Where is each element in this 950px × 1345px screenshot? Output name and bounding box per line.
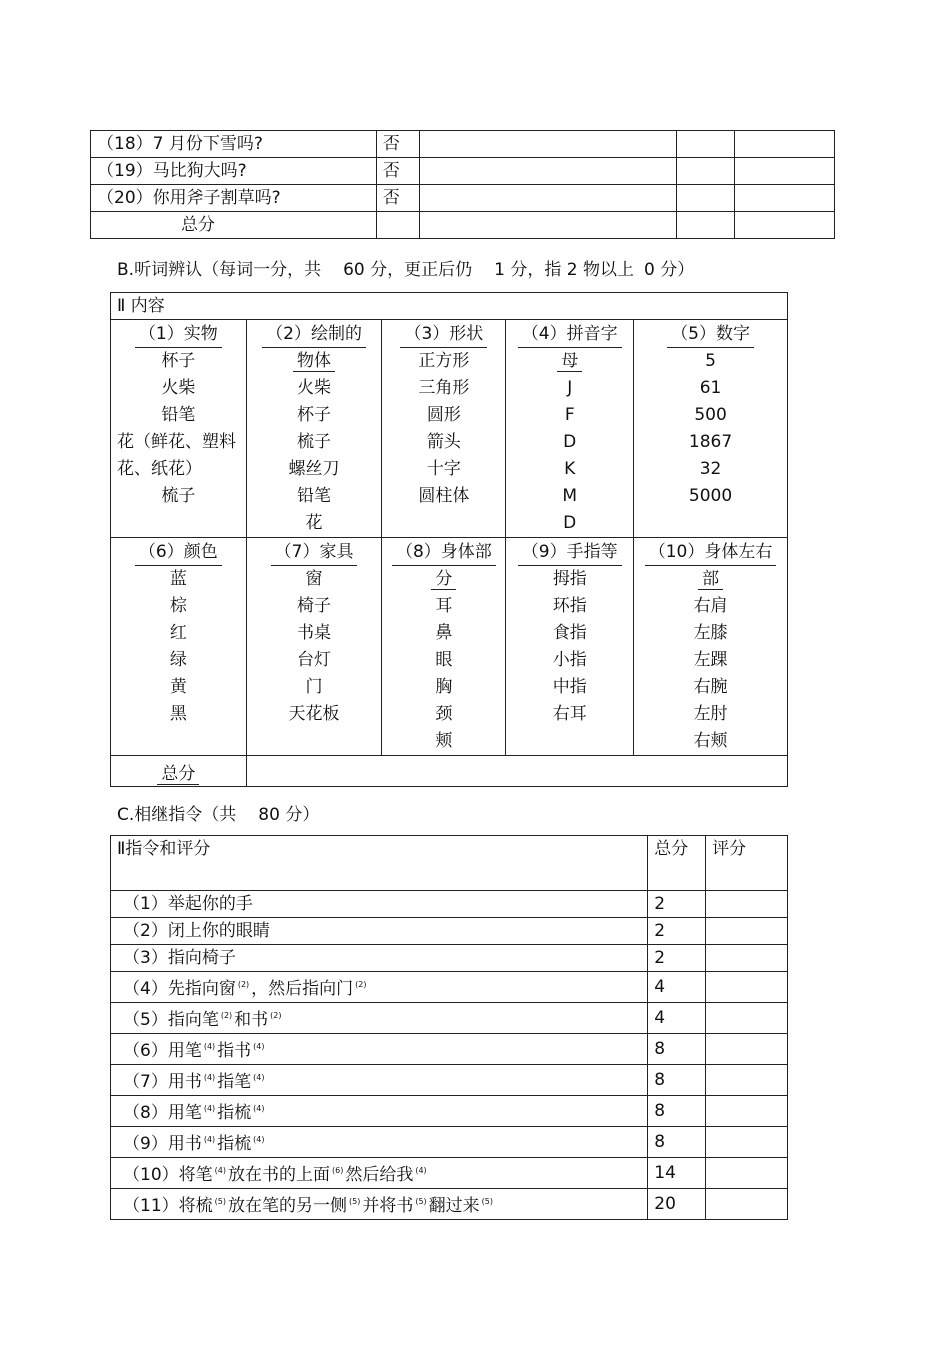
table-row xyxy=(111,1158,788,1189)
command-text: 放在笔的另一侧 xyxy=(227,1196,347,1216)
question-cell: （18）7 月份下雪吗? xyxy=(91,131,377,158)
command-cell xyxy=(111,945,648,972)
command-text: （8）用笔 xyxy=(123,1103,202,1123)
rating-cell xyxy=(706,1127,788,1158)
command-text: （2）闭上你的眼睛 xyxy=(123,921,270,941)
score-superscript: (6) xyxy=(331,1166,344,1175)
category-body-parts: （8）身体部 分 耳 鼻 眼 胸 颈 颊 xyxy=(382,538,506,756)
score-superscript: (2) xyxy=(270,1011,282,1020)
header-total: 总分 xyxy=(648,836,706,891)
category-drawn-objects: （2）绘制的 物体 火柴 杯子 梳子 螺丝刀 铅笔 花 xyxy=(246,320,382,538)
command-text: 和书 xyxy=(234,1010,269,1030)
command-text: （7）用书 xyxy=(123,1072,202,1092)
score-superscript: (4) xyxy=(203,1135,216,1144)
score-superscript: (4) xyxy=(203,1104,216,1113)
total-row xyxy=(91,212,835,239)
command-cell xyxy=(111,1003,648,1034)
command-text: （5）指向笔 xyxy=(123,1010,219,1030)
command-cell xyxy=(111,1158,648,1189)
score-superscript: (4) xyxy=(203,1042,216,1051)
question-cell: （19）马比狗大吗? xyxy=(91,158,377,185)
command-text: 指梳 xyxy=(217,1103,252,1123)
command-text: 指书 xyxy=(217,1041,252,1061)
total-score-cell: 8 xyxy=(648,1034,706,1065)
category-shapes: （3）形状 正方形 三角形 圆形 箭头 十字 圆柱体 xyxy=(382,320,506,538)
table-row xyxy=(111,918,788,945)
command-cell xyxy=(111,1065,648,1096)
score-superscript: (2) xyxy=(237,980,250,989)
score-superscript: (5) xyxy=(481,1197,494,1206)
command-cell xyxy=(111,891,648,918)
command-cell xyxy=(111,1034,648,1065)
score-superscript: (2) xyxy=(220,1011,233,1020)
rating-cell xyxy=(706,945,788,972)
questions-table xyxy=(90,130,835,239)
score-superscript: (4) xyxy=(253,1104,265,1113)
score-superscript: (4) xyxy=(415,1166,427,1175)
table-row xyxy=(91,131,835,158)
total-score-cell: 2 xyxy=(648,918,706,945)
answer-cell: 否 xyxy=(376,131,419,158)
score-superscript: (2) xyxy=(355,980,367,989)
category-pinyin-letters: （4）拼音字 母 J F D K M D xyxy=(506,320,634,538)
command-text: （1）举起你的手 xyxy=(123,894,253,914)
rating-cell xyxy=(706,1003,788,1034)
command-text: （3）指向椅子 xyxy=(123,948,236,968)
total-label: 总分 xyxy=(91,212,377,239)
rating-cell xyxy=(706,918,788,945)
table-row xyxy=(111,1189,788,1220)
command-text: 指笔 xyxy=(217,1072,252,1092)
category-colors: （6）颜色 蓝 棕 红 绿 黄 黑 xyxy=(111,538,247,756)
total-score-cell: 14 xyxy=(648,1158,706,1189)
word-recognition-table xyxy=(110,292,788,787)
command-text: 翻过来 xyxy=(428,1196,480,1216)
question-cell: （20）你用斧子割草吗? xyxy=(91,185,377,212)
command-cell xyxy=(111,1127,648,1158)
category-body-left-right: （10）身体左右 部 右肩 左膝 左踝 右腕 左肘 右颊 xyxy=(634,538,788,756)
table-row xyxy=(111,1127,788,1158)
table-row xyxy=(111,891,788,918)
total-value-cell xyxy=(246,756,787,787)
command-text: 然后给我 xyxy=(345,1165,414,1185)
score-superscript: (4) xyxy=(214,1166,226,1175)
header-score: 评分 xyxy=(706,836,788,891)
section-b-title: B.听词辨认（每词一分，共 60 分，更正后仍 1 分，指 2 物以上 0 分） xyxy=(117,260,695,280)
total-score-cell: 8 xyxy=(648,1127,706,1158)
table-row xyxy=(91,158,835,185)
command-cell xyxy=(111,1189,648,1220)
command-text: 并将书 xyxy=(362,1196,414,1216)
command-text: （11）将梳 xyxy=(123,1196,213,1216)
command-cell xyxy=(111,918,648,945)
rating-cell xyxy=(706,1158,788,1189)
command-text: （9）用书 xyxy=(123,1134,202,1154)
command-text: （10）将笔 xyxy=(123,1165,213,1185)
total-score-cell: 2 xyxy=(648,945,706,972)
sequential-commands-table xyxy=(110,835,788,1220)
total-score-cell: 4 xyxy=(648,972,706,1003)
table-row xyxy=(91,185,835,212)
command-text: 指梳 xyxy=(217,1134,252,1154)
score-superscript: (5) xyxy=(348,1197,361,1206)
table-row xyxy=(111,1034,788,1065)
total-score-cell: 2 xyxy=(648,891,706,918)
score-superscript: (4) xyxy=(253,1073,265,1082)
table-row xyxy=(111,1065,788,1096)
rating-cell xyxy=(706,1189,788,1220)
score-superscript: (4) xyxy=(253,1135,265,1144)
total-score-cell: 8 xyxy=(648,1096,706,1127)
score-superscript: (5) xyxy=(214,1197,226,1206)
answer-cell: 否 xyxy=(376,158,419,185)
score-superscript: (4) xyxy=(203,1073,216,1082)
rating-cell xyxy=(706,1065,788,1096)
total-score-cell: 8 xyxy=(648,1065,706,1096)
table-row xyxy=(111,945,788,972)
command-text: ，然后指向门 xyxy=(251,979,354,999)
rating-cell xyxy=(706,891,788,918)
header-commands: Ⅱ指令和评分 xyxy=(111,836,648,891)
command-text: 放在书的上面 xyxy=(227,1165,330,1185)
section-c-title: C.相继指令（共 80 分） xyxy=(117,805,320,825)
category-furniture: （7）家具 窗 椅子 书桌 台灯 门 天花板 xyxy=(246,538,382,756)
score-superscript: (4) xyxy=(253,1042,265,1051)
total-label: 总分 xyxy=(111,756,247,787)
rating-cell xyxy=(706,1096,788,1127)
answer-cell: 否 xyxy=(376,185,419,212)
table-header: Ⅱ 内容 xyxy=(111,293,788,320)
command-text: （4）先指向窗 xyxy=(123,979,236,999)
table-row xyxy=(111,972,788,1003)
total-score-cell: 4 xyxy=(648,1003,706,1034)
rating-cell xyxy=(706,1034,788,1065)
table-row xyxy=(111,1096,788,1127)
rating-cell xyxy=(706,972,788,1003)
category-numbers: （5）数字 5 61 500 1867 32 5000 xyxy=(634,320,788,538)
command-text: （6）用笔 xyxy=(123,1041,202,1061)
score-superscript: (5) xyxy=(415,1197,427,1206)
category-fingers: （9）手指等 拇指 环指 食指 小指 中指 右耳 xyxy=(506,538,634,756)
command-cell xyxy=(111,1096,648,1127)
table-row xyxy=(111,1003,788,1034)
total-score-cell: 20 xyxy=(648,1189,706,1220)
command-cell xyxy=(111,972,648,1003)
category-real-objects: （1）实物 杯子 火柴 铅笔 花（鲜花、塑料花、纸花） 梳子 xyxy=(111,320,247,538)
